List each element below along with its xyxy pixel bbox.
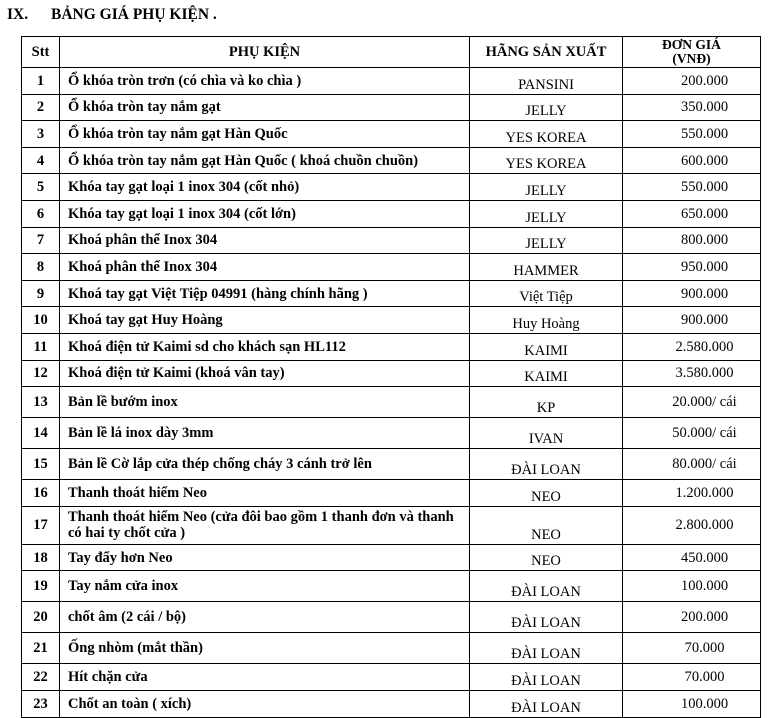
- row-item-name: Bản lề lá inox dày 3mm: [60, 418, 470, 449]
- row-price: 2.580.000: [623, 333, 761, 360]
- row-price: 650.000: [623, 200, 761, 227]
- row-price: 350.000: [623, 94, 761, 121]
- row-price: 550.000: [623, 174, 761, 201]
- table-row: [22, 333, 761, 360]
- row-item-name: Khoá phân thể Inox 304: [60, 227, 470, 254]
- row-price: 800.000: [623, 227, 761, 254]
- row-price: 2.800.000: [623, 506, 761, 544]
- row-item-name: Tay nắm cửa inox: [60, 571, 470, 602]
- table-row: [22, 254, 761, 281]
- row-price: 200.000: [623, 68, 761, 95]
- row-item-name: Khoá tay gạt Việt Tiệp 04991 (hàng chính hãng ): [60, 280, 470, 307]
- row-item-name: Ổ khóa tròn trơn (có chìa và ko chìa ): [60, 68, 470, 95]
- row-item-name: Bản lề bướm inox: [60, 387, 470, 418]
- table-row: [22, 280, 761, 307]
- row-item-name: Bản lề Cờ lắp cửa thép chống cháy 3 cánh trở lên: [60, 449, 470, 480]
- table-row: [22, 387, 761, 418]
- row-price: 1.200.000: [623, 480, 761, 507]
- table-header-row: [22, 37, 761, 68]
- row-item-name: Khoá tay gạt Huy Hoàng: [60, 307, 470, 334]
- row-stt: 19: [22, 571, 60, 602]
- row-manufacturer: KP: [470, 387, 623, 418]
- row-price: 70.000: [623, 664, 761, 691]
- table-row: [22, 690, 761, 717]
- row-manufacturer: JELLY: [470, 227, 623, 254]
- row-stt: 2: [22, 94, 60, 121]
- row-stt: 18: [22, 544, 60, 571]
- row-price: 450.000: [623, 544, 761, 571]
- table-row: [22, 506, 761, 544]
- row-stt: 21: [22, 633, 60, 664]
- row-stt: 4: [22, 147, 60, 174]
- table-row: [22, 94, 761, 121]
- row-item-name: Khoá điện tử Kaimi sd cho khách sạn HL112: [60, 333, 470, 360]
- row-stt: 10: [22, 307, 60, 334]
- row-manufacturer: YES KOREA: [470, 121, 623, 148]
- section-title: [7, 6, 217, 24]
- row-price: 3.580.000: [623, 360, 761, 387]
- row-stt: 7: [22, 227, 60, 254]
- table-row: [22, 633, 761, 664]
- row-price: 100.000: [623, 690, 761, 717]
- row-manufacturer: JELLY: [470, 94, 623, 121]
- row-item-name: Tay đẩy hơn Neo: [60, 544, 470, 571]
- row-manufacturer: JELLY: [470, 174, 623, 201]
- row-price: 20.000/ cái: [623, 387, 761, 418]
- row-manufacturer: IVAN: [470, 418, 623, 449]
- header-item: PHỤ KIỆN: [60, 37, 470, 68]
- row-stt: 14: [22, 418, 60, 449]
- row-manufacturer: ĐÀI LOAN: [470, 664, 623, 691]
- row-stt: 3: [22, 121, 60, 148]
- row-price: 50.000/ cái: [623, 418, 761, 449]
- row-price: 900.000: [623, 307, 761, 334]
- row-stt: 22: [22, 664, 60, 691]
- row-manufacturer: NEO: [470, 480, 623, 507]
- row-manufacturer: ĐÀI LOAN: [470, 690, 623, 717]
- accessory-price-table: [21, 36, 761, 718]
- header-price-line2: (VNĐ): [672, 51, 711, 66]
- row-item-name: Khóa tay gạt loại 1 inox 304 (cốt nhỏ): [60, 174, 470, 201]
- row-manufacturer: Việt Tiệp: [470, 280, 623, 307]
- table-row: [22, 664, 761, 691]
- table-row: [22, 227, 761, 254]
- row-price: 70.000: [623, 633, 761, 664]
- table-row: [22, 307, 761, 334]
- section-heading: BẢNG GIÁ PHỤ KIỆN .: [51, 6, 217, 23]
- table-row: [22, 174, 761, 201]
- row-manufacturer: ĐÀI LOAN: [470, 571, 623, 602]
- row-item-name: Hít chặn cửa: [60, 664, 470, 691]
- row-item-name: Khóa tay gạt loại 1 inox 304 (cốt lớn): [60, 200, 470, 227]
- section-number: IX.: [7, 6, 29, 23]
- row-price: 600.000: [623, 147, 761, 174]
- row-manufacturer: KAIMI: [470, 360, 623, 387]
- header-price: [623, 37, 761, 68]
- table-row: [22, 602, 761, 633]
- row-manufacturer: ĐÀI LOAN: [470, 633, 623, 664]
- row-manufacturer: ĐÀI LOAN: [470, 602, 623, 633]
- row-price: 550.000: [623, 121, 761, 148]
- row-stt: 20: [22, 602, 60, 633]
- table-row: [22, 200, 761, 227]
- row-stt: 9: [22, 280, 60, 307]
- row-stt: 5: [22, 174, 60, 201]
- row-manufacturer: YES KOREA: [470, 147, 623, 174]
- row-manufacturer: NEO: [470, 506, 623, 544]
- table-row: [22, 480, 761, 507]
- row-manufacturer: PANSINI: [470, 68, 623, 95]
- row-item-name: Thanh thoát hiểm Neo (cửa đôi bao gồm 1 thanh đơn và thanh có hai ty chốt cửa ): [60, 506, 470, 544]
- row-manufacturer: ĐÀI LOAN: [470, 449, 623, 480]
- table-row: [22, 449, 761, 480]
- row-stt: 23: [22, 690, 60, 717]
- row-price: 900.000: [623, 280, 761, 307]
- table-row: [22, 360, 761, 387]
- row-stt: 13: [22, 387, 60, 418]
- row-item-name: Ổ khóa tròn tay nắm gạt Hàn Quốc ( khoá chuồn chuồn): [60, 147, 470, 174]
- table-row: [22, 121, 761, 148]
- row-manufacturer: HAMMER: [470, 254, 623, 281]
- row-stt: 1: [22, 68, 60, 95]
- row-price: 100.000: [623, 571, 761, 602]
- row-manufacturer: KAIMI: [470, 333, 623, 360]
- row-stt: 16: [22, 480, 60, 507]
- table-row: [22, 68, 761, 95]
- table-row: [22, 571, 761, 602]
- row-manufacturer: Huy Hoàng: [470, 307, 623, 334]
- table-row: [22, 147, 761, 174]
- row-item-name: Ổ khóa tròn tay nắm gạt: [60, 94, 470, 121]
- header-stt: Stt: [22, 37, 60, 68]
- row-stt: 17: [22, 506, 60, 544]
- row-manufacturer: NEO: [470, 544, 623, 571]
- header-manufacturer: HÃNG SẢN XUẤT: [470, 37, 623, 68]
- row-stt: 6: [22, 200, 60, 227]
- row-item-name: chốt âm (2 cái / bộ): [60, 602, 470, 633]
- row-stt: 15: [22, 449, 60, 480]
- row-item-name: Thanh thoát hiểm Neo: [60, 480, 470, 507]
- row-price: 200.000: [623, 602, 761, 633]
- row-item-name: Khoá phân thể Inox 304: [60, 254, 470, 281]
- row-stt: 8: [22, 254, 60, 281]
- row-item-name: Chốt an toàn ( xích): [60, 690, 470, 717]
- table-row: [22, 418, 761, 449]
- table-row: [22, 544, 761, 571]
- row-item-name: Ổ khóa tròn tay nắm gạt Hàn Quốc: [60, 121, 470, 148]
- row-stt: 12: [22, 360, 60, 387]
- header-price-line1: ĐƠN GIÁ: [662, 37, 721, 52]
- row-price: 80.000/ cái: [623, 449, 761, 480]
- row-stt: 11: [22, 333, 60, 360]
- row-price: 950.000: [623, 254, 761, 281]
- row-manufacturer: JELLY: [470, 200, 623, 227]
- row-item-name: Ống nhòm (mắt thần): [60, 633, 470, 664]
- row-item-name: Khoá điện tử Kaimi (khoá vân tay): [60, 360, 470, 387]
